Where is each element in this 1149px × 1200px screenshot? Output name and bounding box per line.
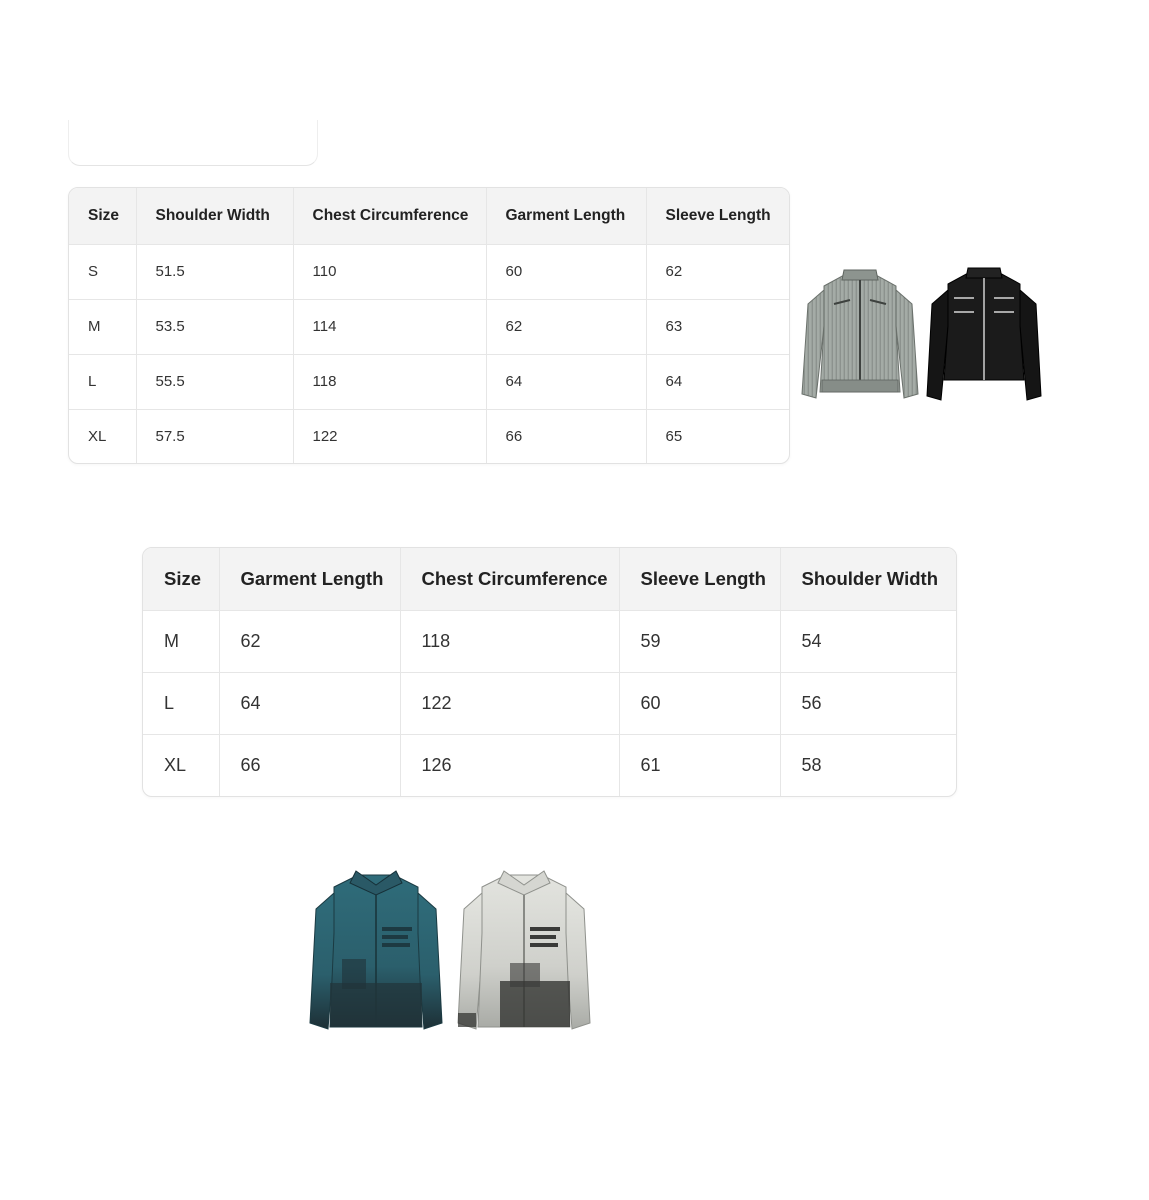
table-cell: 62 [486,299,646,354]
table-cell: M [69,299,136,354]
table-cell: 61 [619,734,780,796]
table-cell: 122 [293,409,486,464]
column-header: Sleeve Length [646,188,789,244]
table-cell: XL [69,409,136,464]
table-cell: 118 [400,610,619,672]
table-row [69,244,789,299]
product-image-jackets-1 [800,262,1045,407]
column-header: Sleeve Length [619,548,780,610]
table-row [69,354,789,409]
table-cell: 58 [801,754,822,775]
column-header: Shoulder Width [780,548,956,610]
table-cell: 60 [486,244,646,299]
table-cell: 66 [219,734,400,796]
column-header: Chest Circumference [400,548,619,610]
grey-denim-jacket-image [800,264,920,406]
table-cell: L [69,354,136,409]
table-cell: L [143,672,219,734]
table-cell: 55.5 [136,354,293,409]
column-header: Shoulder Width [136,188,293,244]
table-row [143,672,956,734]
column-header: Size [143,548,219,610]
table-cell: 64 [219,672,400,734]
size-table-2 [142,547,957,797]
table-cell: 110 [293,244,486,299]
size-table-2-grid [143,548,956,796]
table-row [69,299,789,354]
table-cell: 66 [486,409,646,464]
table-cell: 57.5 [136,409,293,464]
table-cell: M [143,610,219,672]
table-cell: 56 [780,672,956,734]
column-header: Garment Length [486,188,646,244]
size-table-1-grid [69,188,789,464]
table-cell: 118 [293,354,486,409]
table-row [143,734,956,796]
table-cell: 64 [646,354,789,409]
column-header: Garment Length [219,548,400,610]
column-header: Size [69,188,136,244]
table-cell: 62 [646,244,789,299]
table-cell: 62 [219,610,400,672]
table-cell: 126 [400,734,619,796]
table-row [69,409,789,464]
table-cell: S [69,244,136,299]
table-cell: 59 [619,610,780,672]
table-cell: 53.5 [136,299,293,354]
collapsed-panel-fragment [68,120,318,166]
size-table-1 [68,187,790,464]
white-printed-jacket-image [454,863,594,1039]
black-jacket-image [924,264,1044,406]
table-cell: 63 [646,299,789,354]
table-cell: 122 [400,672,619,734]
table-cell: 114 [293,299,486,354]
column-header: Chest Circumference [293,188,486,244]
product-image-jackets-2 [306,862,598,1040]
table-row [143,610,956,672]
table-header-row [69,188,789,244]
teal-printed-jacket-image [306,863,446,1039]
table-cell: 65 [665,428,683,446]
table-cell: 64 [486,354,646,409]
table-header-row [143,548,956,610]
table-cell: 60 [619,672,780,734]
table-cell: 54 [780,610,956,672]
table-cell: 51.5 [136,244,293,299]
table-cell: XL [143,734,219,796]
